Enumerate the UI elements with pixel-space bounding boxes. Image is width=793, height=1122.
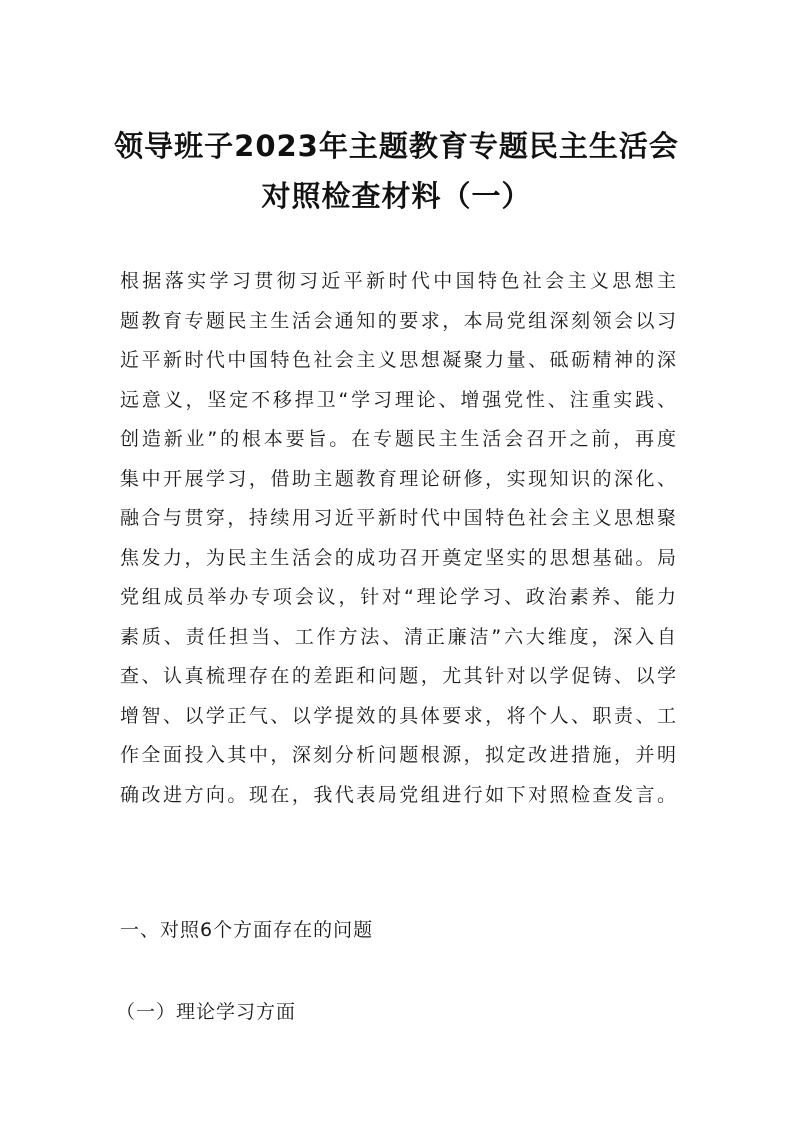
paragraph-line: 创造新业”的根本要旨。在专题民主生活会召开之前，再度: [120, 428, 676, 450]
paragraph-line: 作全面投入其中，深刻分析问题根源，拟定改进措施，并明: [120, 744, 676, 766]
paragraph-line: 近平新时代中国特色社会主义思想凝聚力量、砥砺精神的深: [120, 349, 676, 371]
paragraph-line: 集中开展学习，借助主题教育理论研修，实现知识的深化、: [120, 467, 676, 490]
document-title-line-1: 领导班子2023年主题教育专题民主生活会: [114, 129, 679, 163]
paragraph-line: 增智、以学正气、以学提效的具体要求，将个人、职责、工: [120, 704, 676, 727]
paragraph-line: 融合与贯穿，持续用习近平新时代中国特色社会主义思想聚: [120, 507, 676, 529]
paragraph-line: 根据落实学习贯彻习近平新时代中国特色社会主义思想主: [120, 270, 676, 292]
document-title-line-2: 对照检查材料（一）: [261, 179, 532, 213]
paragraph-line: 确改进方向。现在，我代表局党组进行如下对照检查发言。: [120, 783, 676, 806]
paragraph-line: 题教育专题民主生活会通知的要求，本局党组深刻领会以习: [120, 309, 676, 332]
paragraph-line: 素质、责任担当、工作方法、清正廉洁”六大维度，深入自: [120, 625, 676, 648]
paragraph-line: 焦发力，为民主生活会的成功召开奠定坚实的思想基础。局: [120, 546, 676, 569]
section-heading: 一、对照6个方面存在的问题: [120, 919, 374, 941]
paragraph-line: 远意义，坚定不移捍卫“学习理论、增强党性、注重实践、: [120, 388, 676, 411]
paragraph-line: 党组成员举办专项会议，针对“理论学习、政治素养、能力: [120, 586, 676, 608]
subsection-heading: （一）理论学习方面: [116, 1001, 297, 1023]
paragraph-line: 查、认真梳理存在的差距和问题，尤其针对以学促铸、以学: [120, 665, 676, 687]
intro-paragraph: [120, 262, 676, 815]
